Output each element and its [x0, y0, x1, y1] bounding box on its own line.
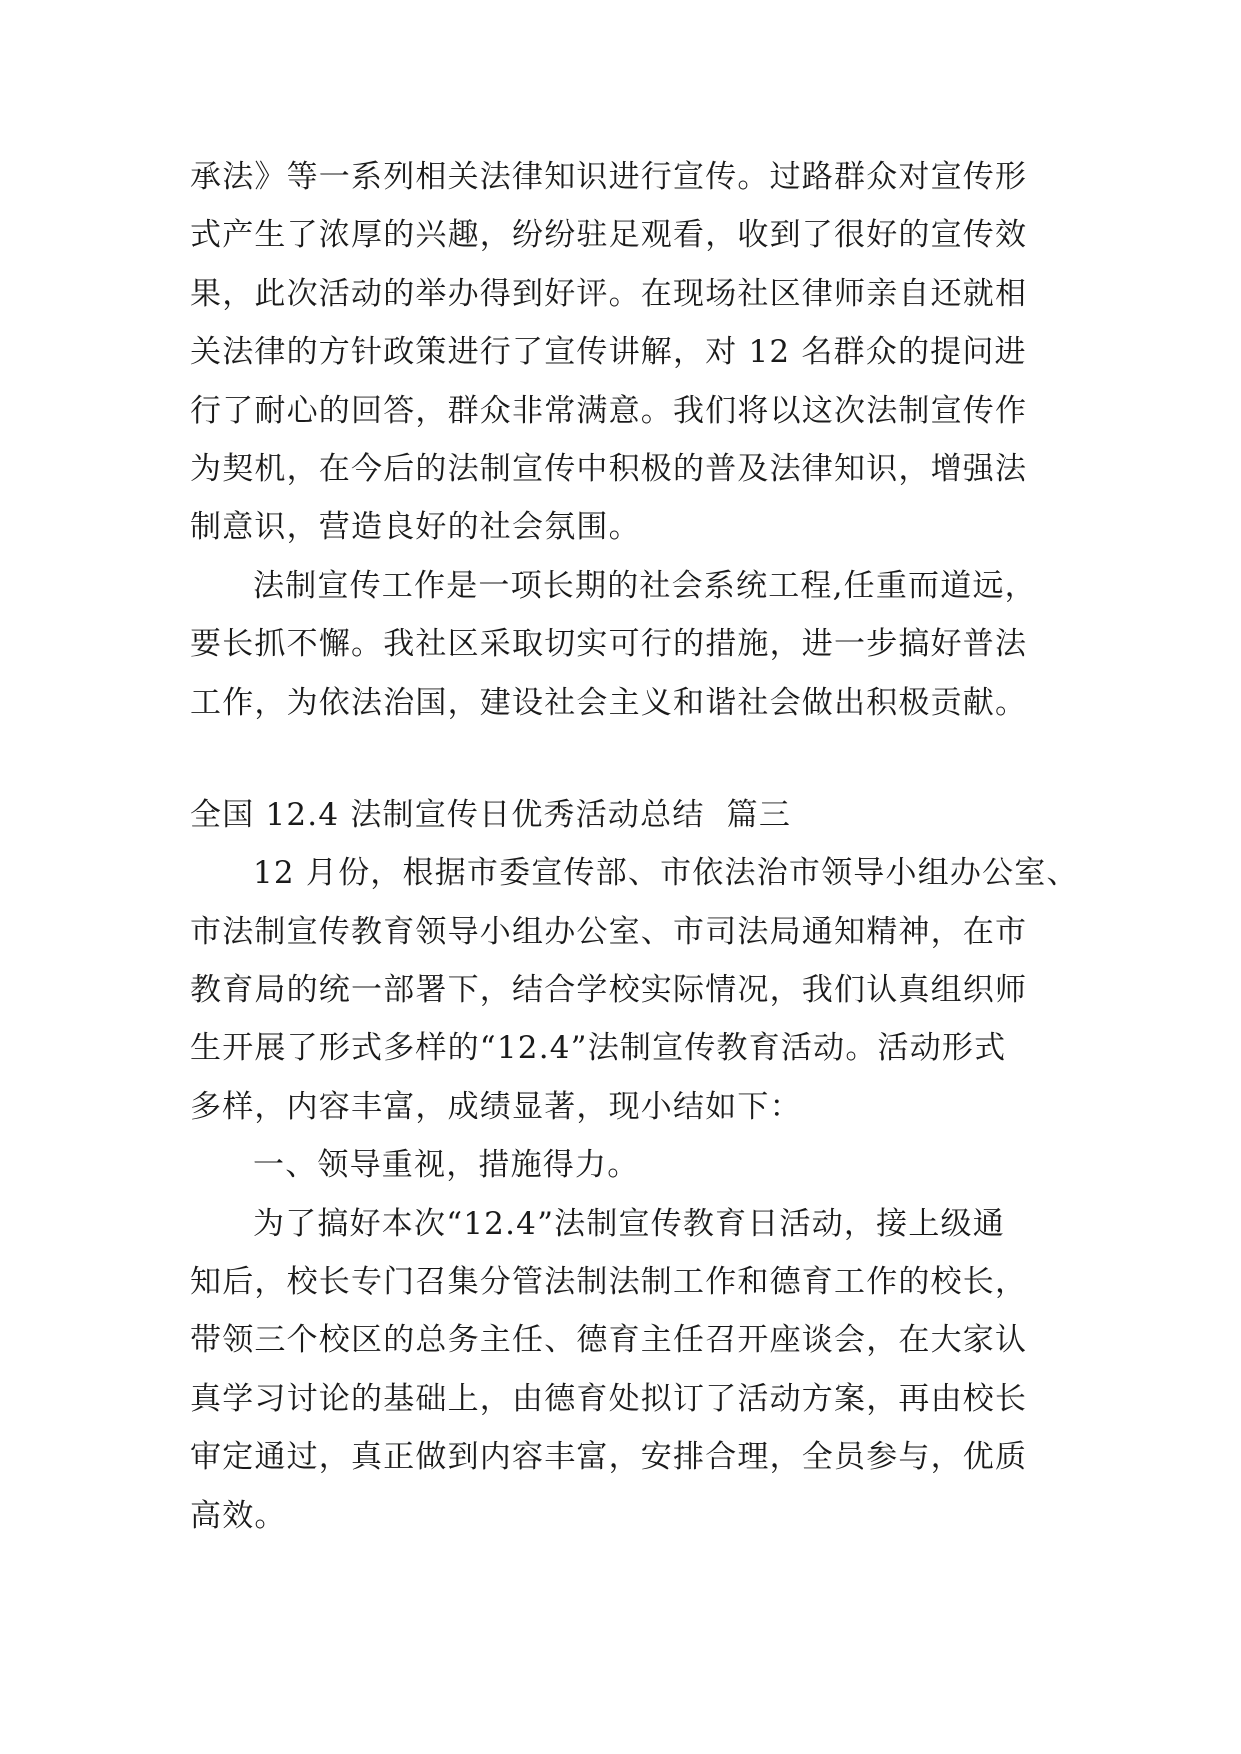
text-line: 制意识，营造良好的社会氛围。	[190, 509, 641, 546]
text-line: 审定通过，真正做到内容丰富，安排合理，全员参与，优质	[190, 1439, 1028, 1476]
paragraph-continuation	[190, 148, 1050, 557]
paragraph-conclusion	[190, 557, 1050, 732]
text-line: 知后，校长专门召集分管法制法制工作和德育工作的校长，	[190, 1264, 1028, 1301]
document-body	[190, 148, 1079, 1545]
paragraph-intro	[190, 844, 1079, 1136]
text-line: 工作，为依法治国，建设社会主义和谐社会做出积极贡献。	[190, 684, 1028, 721]
text-line: 行了耐心的回答，群众非常满意。我们将以这次法制宣传作	[190, 392, 1028, 429]
text-line: 真学习讨论的基础上，由德育处拟订了活动方案，再由校长	[190, 1380, 1028, 1417]
section-heading: 全国 12.4 法制宣传日优秀活动总结 篇三	[190, 796, 792, 833]
text-line: 为契机，在今后的法制宣传中积极的普及法律知识，增强法	[190, 450, 1028, 487]
text-line: 带领三个校区的总务主任、德育主任召开座谈会，在大家认	[190, 1322, 1028, 1359]
section-gap	[190, 732, 1050, 786]
text-line: 高效。	[190, 1497, 287, 1534]
paragraph-leadership	[190, 1195, 1050, 1545]
text-line: 关法律的方针政策进行了宣传讲解，对 12 名群众的提问进	[190, 334, 1027, 371]
text-line: 为了搞好本次“12.4”法制宣传教育日活动，接上级通	[253, 1205, 1005, 1242]
text-line: 要长抓不懈。我社区采取切实可行的措施，进一步搞好普法	[190, 626, 1028, 663]
text-line: 生开展了形式多样的“12.4”法制宣传教育活动。活动形式	[190, 1030, 1007, 1067]
text-line: 法制宣传工作是一项长期的社会系统工程,任重而道远，	[253, 567, 1037, 604]
text-line: 多样，内容丰富，成绩显著，现小结如下：	[190, 1088, 802, 1125]
text-line: 果，此次活动的举办得到好评。在现场社区律师亲自还就相	[190, 275, 1028, 312]
text-line: 12 月份，根据市委宣传部、市依法治市领导小组办公室、	[253, 855, 1079, 892]
text-line: 承法》等一系列相关法律知识进行宣传。过路群众对宣传形	[190, 159, 1028, 195]
text-line: 市法制宣传教育领导小组办公室、市司法局通知精神，在市	[190, 913, 1028, 950]
text-line: 式产生了浓厚的兴趣，纷纷驻足观看，收到了很好的宣传效	[190, 217, 1028, 254]
text-line: 教育局的统一部署下，结合学校实际情况，我们认真组织师	[190, 972, 1028, 1009]
sub-heading: 一、领导重视，措施得力。	[253, 1147, 640, 1184]
